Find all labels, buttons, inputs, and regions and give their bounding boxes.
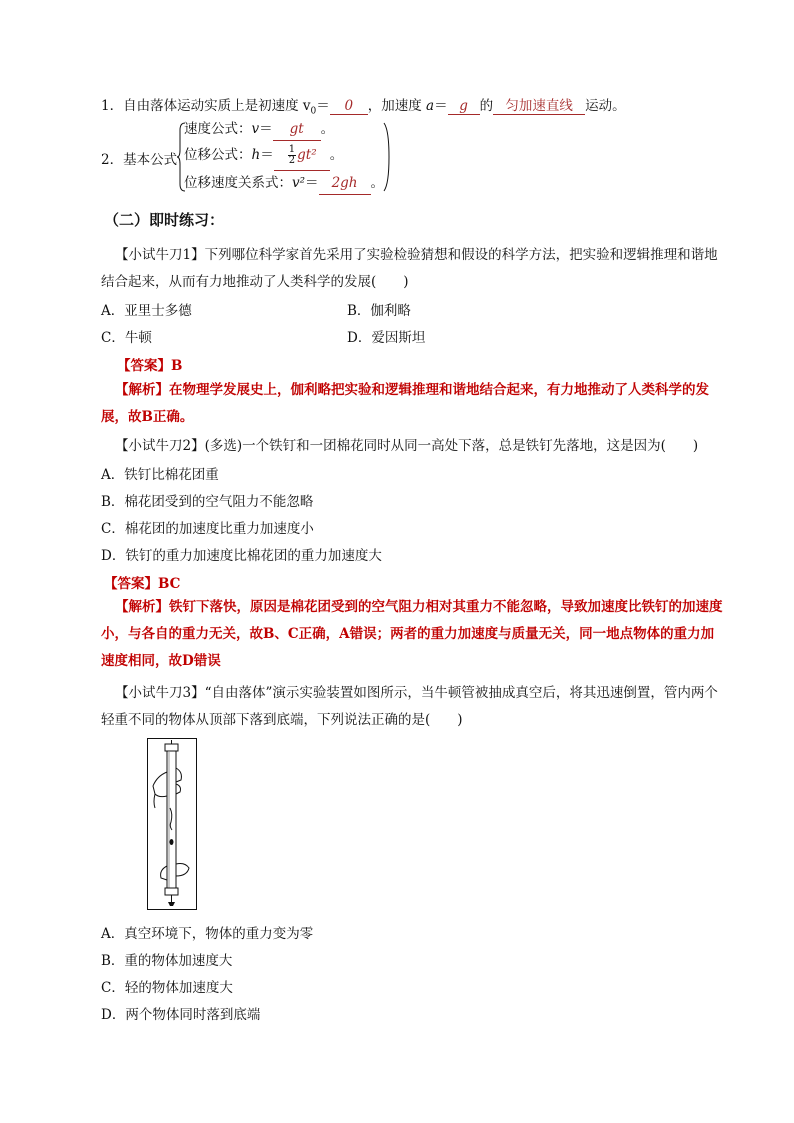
q1-answer: 【答案】B — [117, 358, 183, 374]
question-1-tag: 【小试牛刀1】 — [115, 247, 205, 263]
q3-option-a: A．真空环境下，物体的重力变为零 — [101, 926, 314, 942]
q2-option-c: C．棉花团的加速度比重力加速度小 — [101, 521, 314, 537]
relation-formula-label: 位移速度关系式： — [184, 175, 292, 191]
right-brace — [383, 122, 393, 192]
acceleration-variable: a — [426, 98, 435, 114]
q2-option-d: D．铁钉的重力加速度比棉花团的重力加速度大 — [101, 548, 382, 564]
blank-speed — [273, 118, 321, 141]
period: 。 — [370, 175, 385, 191]
q1-option-b: B．伽利略 — [347, 303, 411, 319]
question-1-stem — [101, 242, 721, 296]
fraction-denominator: 2 — [288, 155, 296, 166]
q1-analysis: 【解析】在物理学发展史上，伽利略把实验和逻辑推理和谐地结合起来，有力地推动了人类科学的发展，故B正确。 — [101, 382, 709, 425]
displacement-formula — [184, 140, 343, 171]
blank-relation-value: 2gh — [331, 175, 358, 191]
speed-formula-label: 速度公式： — [184, 121, 252, 137]
equals-sign: ＝ — [260, 147, 274, 163]
question-1-text: 下列哪位科学家首先采用了实验检验猜想和假设的科学方法，把实验和逻辑推理和谐地结合起来，从而有力地推动了人类科学的发展( ) — [101, 247, 718, 290]
q3-option-d: D．两个物体同时落到底端 — [101, 1007, 261, 1023]
question-2-text: (多选)一个铁钉和一团棉花同时从同一高处下落，总是铁钉先落地，这是因为( ) — [204, 438, 699, 454]
item-1-prefix: 自由落体运动实质上是初速度 v — [123, 98, 311, 114]
q2-option-b: B．棉花团受到的空气阻力不能忽略 — [101, 494, 314, 510]
section-title: （二）即时练习： — [104, 211, 225, 229]
blank-acceleration — [448, 98, 480, 115]
q1-option-d: D．爱因斯坦 — [347, 330, 426, 346]
equals-sign: ＝ — [259, 121, 273, 137]
speed-formula — [184, 118, 334, 141]
q2-option-a: A．铁钉比棉花团重 — [101, 467, 219, 483]
blank-initial-velocity-value: 0 — [344, 98, 354, 114]
question-3-stem — [101, 680, 721, 734]
displacement-formula-label: 位移公式： — [184, 147, 252, 163]
newton-tube-figure — [147, 738, 197, 910]
question-3-text: “自由落体”演示实验装置如图所示，当牛顿管被抽成真空后，将其迅速倒置，管内两个轻重不同的物体从顶部下落到底端，下列说法正确的是( ) — [101, 685, 718, 728]
equals-sign: ＝ — [434, 98, 448, 114]
q2-answer: 【答案】BC — [104, 576, 181, 592]
q3-option-b: B．重的物体加速度大 — [101, 953, 233, 969]
blank-acceleration-value: g — [459, 98, 468, 114]
one-half-fraction — [288, 145, 296, 166]
item-1-mid: ，加速度 — [367, 98, 427, 114]
blank-displacement — [274, 140, 330, 171]
displacement-variable: h — [251, 147, 261, 163]
item-1-suffix: 运动。 — [585, 98, 626, 114]
blank-motion-type — [493, 94, 585, 115]
item-1-de: 的 — [479, 98, 494, 114]
item-1-number: 1． — [101, 98, 124, 114]
blank-displacement-value: gt² — [297, 147, 317, 163]
velocity-squared-variable: v² — [292, 175, 306, 191]
blank-initial-velocity — [330, 98, 368, 115]
fraction-numerator: 1 — [288, 144, 296, 155]
blank-relation — [319, 172, 371, 195]
q2-analysis: 【解析】铁钉下落快，原因是棉花团受到的空气阻力相对其重力不能忽略，导致加速度比铁钉的加速度小，与各自的重力无关，故B、C正确，A错误；两者的重力加速度与质量无关，同一地点物体的重力加速度相同，故D错误 — [101, 599, 723, 669]
period: 。 — [320, 121, 335, 137]
question-2-tag: 【小试牛刀2】 — [115, 438, 205, 454]
velocity-displacement-formula — [184, 172, 384, 195]
equals-sign: ＝ — [316, 98, 330, 114]
formula-item-2-label: 2．基本公式 — [101, 152, 178, 168]
q1-option-a: A．亚里士多德 — [101, 303, 192, 319]
question-3-tag: 【小试牛刀3】 — [115, 685, 205, 701]
v-subscript: 0 — [310, 106, 317, 117]
blank-motion-type-value: 匀加速直线 — [505, 98, 573, 114]
speed-variable: v — [251, 121, 260, 137]
period: 。 — [329, 147, 344, 163]
q3-option-c: C．轻的物体加速度大 — [101, 980, 233, 996]
equals-sign: ＝ — [305, 175, 319, 191]
formula-item-1 — [101, 94, 626, 117]
q1-option-c: C．牛顿 — [101, 330, 152, 346]
question-2-stem — [101, 433, 721, 460]
blank-speed-value: gt — [289, 121, 304, 137]
